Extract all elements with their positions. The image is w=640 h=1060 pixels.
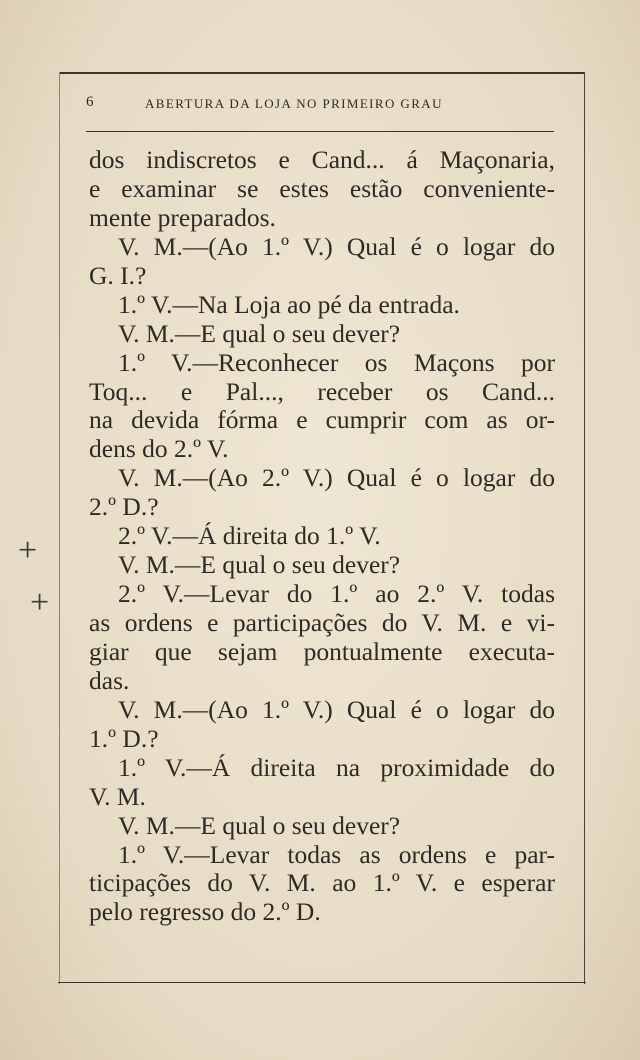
text-line: giar que sejam pontualmente executa- (89, 636, 555, 666)
text-line: mente preparados. (89, 202, 276, 232)
text-line: V. M.—E qual o seu dever? (118, 810, 401, 840)
text-line: dos indiscretos e Cand... á Maçonaria, (89, 145, 555, 174)
text-line: 1.º V.—Na Loja ao pé da entrada. (118, 289, 460, 319)
text-line: as ordens e participações do V. M. e vi- (89, 608, 555, 637)
page-header (86, 94, 556, 120)
text-line: V. M.—E qual o seu dever? (118, 318, 401, 348)
pencil-cross-mark: + (18, 532, 38, 569)
text-line: 2.º V.—Levar do 1.º ao 2.º V. todas (118, 579, 555, 609)
text-line: Toq... e Pal..., receber os Cand... (89, 376, 555, 406)
text-line: V. M.—E qual o seu dever? (118, 550, 401, 580)
text-line: e examinar se estes estão conveniente- (89, 173, 555, 203)
page-number: 6 (86, 94, 95, 110)
text-line: G. I.? (89, 260, 147, 290)
text-line: V. M.—(Ao 2.º V.) Qual é o logar do (118, 463, 555, 493)
text-line: 1.º D.? (89, 723, 159, 753)
text-line: na devida fórma e cumprir com as or- (89, 405, 555, 435)
text-line: ticipações do V. M. ao 1.º V. e esperar (89, 868, 555, 898)
pencil-cross-mark: + (30, 584, 50, 621)
text-line: V. M.—(Ao 1.º V.) Qual é o logar do (118, 694, 555, 724)
header-rule (86, 131, 554, 132)
text-line: dens do 2.º V. (89, 434, 229, 464)
text-line: 1.º V.—Reconhecer os Maçons por (118, 347, 555, 377)
text-line: 2.º V.—Á direita do 1.º V. (118, 521, 381, 551)
frame-bottom-rule (58, 982, 586, 983)
body-text (89, 146, 555, 927)
frame-top-rule (60, 72, 585, 74)
frame-left-rule (59, 72, 60, 984)
text-line: pelo regresso do 2.º D. (89, 897, 321, 927)
text-line: V. M.—(Ao 1.º V.) Qual é o logar do (118, 231, 555, 261)
text-line: 1.º V.—Á direita na proximidade do (118, 752, 555, 782)
running-head: ABERTURA DA LOJA NO PRIMEIRO GRAU (145, 96, 443, 111)
text-line: 2.º D.? (89, 492, 159, 522)
text-line: 1.º V.—Levar todas as ordens e par- (118, 839, 555, 869)
margin-marks (16, 534, 66, 624)
frame-right-rule (584, 72, 585, 984)
text-line: das. (89, 665, 130, 695)
text-line: V. M. (89, 781, 146, 811)
